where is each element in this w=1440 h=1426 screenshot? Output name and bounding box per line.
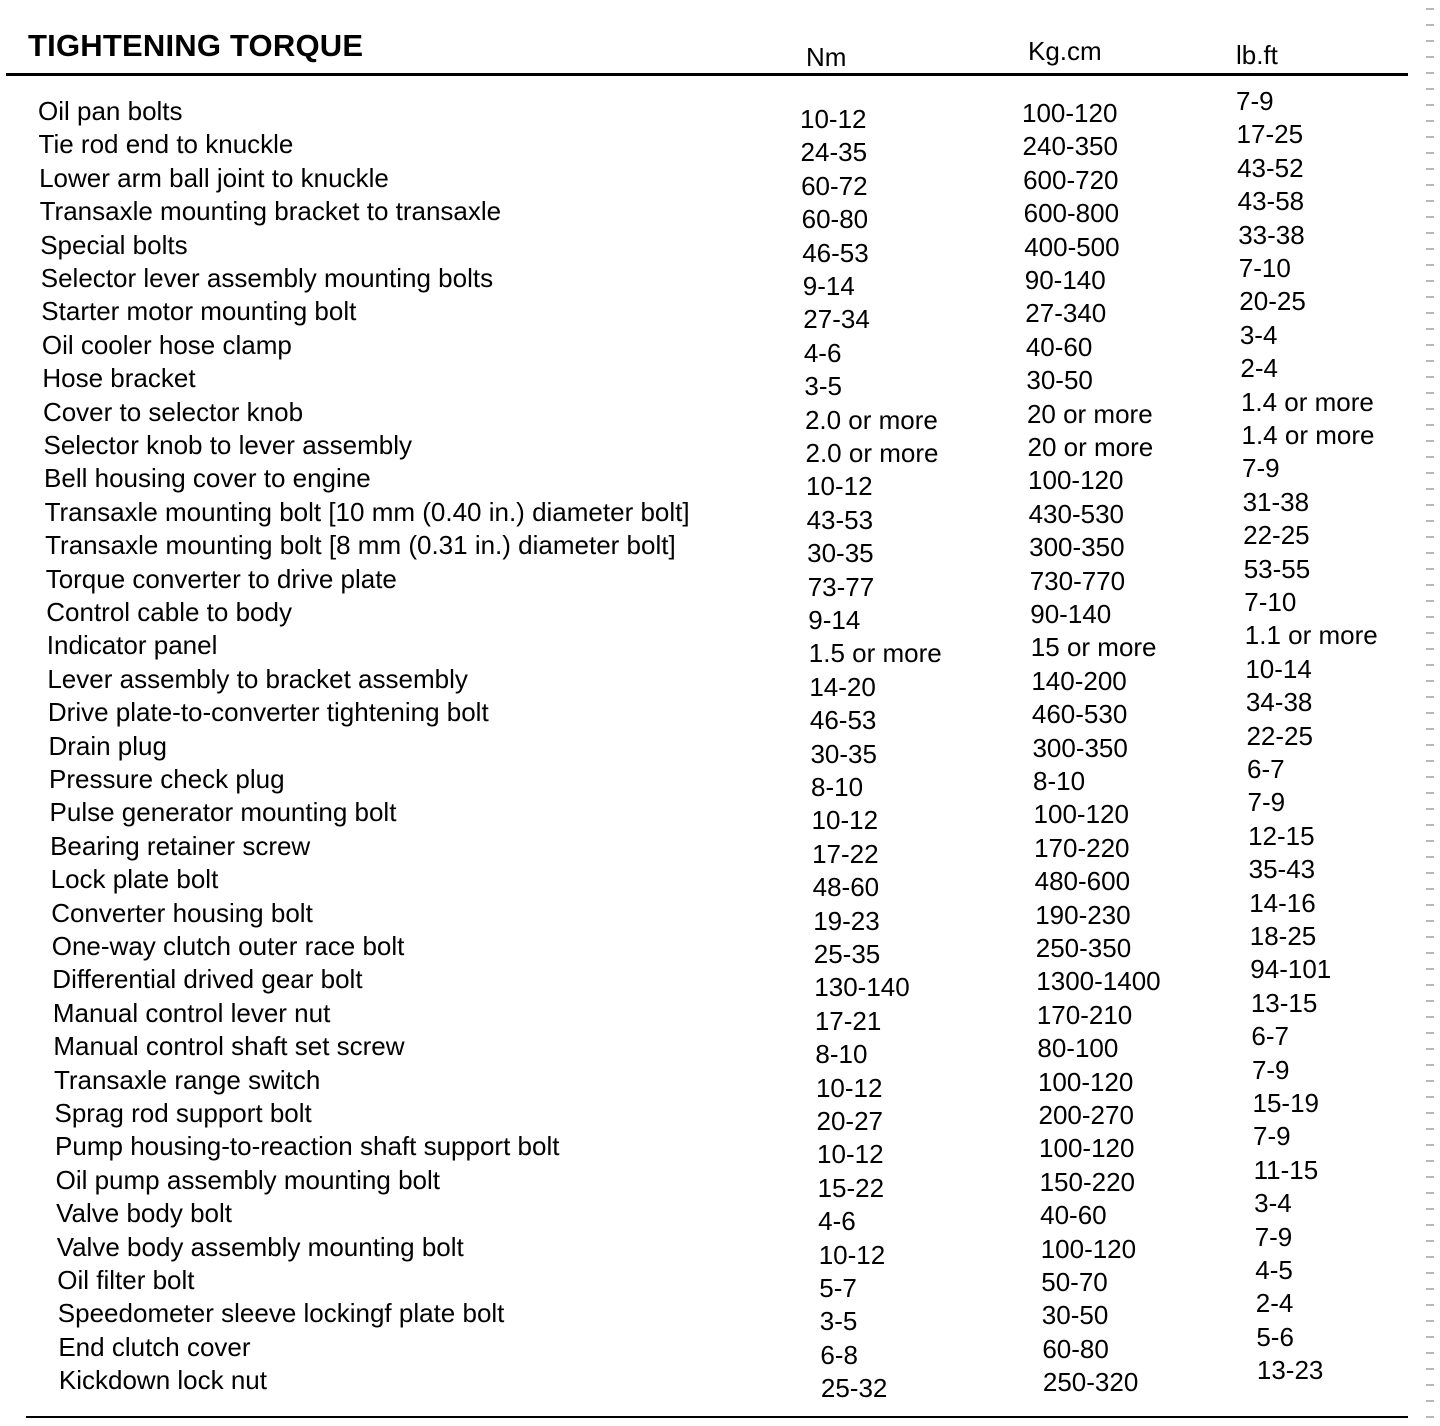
value-kgcm: 20 or more	[1026, 398, 1153, 429]
value-nm: 10-12	[806, 471, 873, 502]
value-lbft: 2-4	[1240, 353, 1278, 384]
value-nm: 46-53	[809, 705, 877, 736]
item-name: Drive plate-to-converter tightening bolt	[47, 697, 489, 728]
value-lbft: 18-25	[1249, 921, 1317, 951]
value-kgcm: 250-350	[1035, 933, 1132, 963]
value-kgcm: 400-500	[1024, 231, 1120, 262]
value-kgcm: 20 or more	[1027, 432, 1154, 462]
value-lbft: 94-101	[1250, 954, 1332, 985]
item-name: Pulse generator mounting bolt	[49, 797, 397, 828]
value-lbft: 11-15	[1253, 1154, 1319, 1185]
value-lbft: 7-9	[1236, 86, 1274, 116]
value-nm: 3-5	[819, 1306, 858, 1337]
value-kgcm: 15 or more	[1030, 632, 1157, 663]
item-name: Kickdown lock nut	[58, 1365, 267, 1396]
item-name: Hose bracket	[42, 363, 196, 394]
value-kgcm: 90-140	[1024, 265, 1106, 295]
value-nm: 20-27	[816, 1106, 883, 1136]
value-nm: 46-53	[802, 237, 869, 268]
value-lbft: 20-25	[1239, 286, 1306, 317]
item-name: Converter housing bolt	[51, 897, 313, 928]
value-nm: 8-10	[811, 772, 864, 802]
item-name: Transaxle mounting bracket to transaxle	[39, 196, 502, 227]
value-kgcm: 40-60	[1040, 1200, 1107, 1231]
item-name: Differential drived gear bolt	[52, 964, 363, 995]
value-kgcm: 240-350	[1022, 131, 1118, 162]
value-kgcm: 27-340	[1025, 298, 1107, 329]
value-nm: 10-12	[818, 1239, 886, 1270]
column-header-nm: Nm	[806, 42, 847, 72]
value-kgcm: 50-70	[1041, 1267, 1108, 1297]
page-title: TIGHTENING TORQUE	[28, 28, 364, 63]
value-kgcm: 40-60	[1025, 331, 1093, 362]
value-kgcm: 170-220	[1034, 832, 1130, 863]
value-nm: 30-35	[807, 538, 874, 569]
value-lbft: 13-15	[1250, 987, 1318, 1018]
item-name: Cover to selector knob	[42, 396, 304, 427]
value-lbft: 14-16	[1249, 887, 1316, 918]
value-nm: 25-32	[820, 1373, 888, 1404]
item-name: Bearing retainer screw	[50, 830, 311, 861]
value-kgcm: 30-50	[1026, 365, 1093, 396]
value-lbft: 43-58	[1237, 186, 1305, 217]
value-lbft: 7-9	[1242, 453, 1280, 484]
value-nm: 8-10	[815, 1039, 868, 1070]
item-name: Indicator panel	[46, 630, 218, 661]
item-name: Oil cooler hose clamp	[41, 329, 292, 360]
value-nm: 130-140	[814, 972, 910, 1003]
value-kgcm: 300-350	[1029, 532, 1125, 563]
scan-margin-marks	[1426, 8, 1434, 1418]
item-name: Pressure check plug	[49, 764, 285, 794]
value-lbft: 1.4 or more	[1241, 420, 1375, 450]
value-lbft: 34-38	[1245, 687, 1313, 718]
value-nm: 30-35	[810, 738, 877, 769]
value-kgcm: 200-270	[1038, 1100, 1134, 1130]
value-lbft: 12-15	[1248, 820, 1315, 851]
value-nm: 6-8	[820, 1339, 858, 1370]
value-nm: 10-12	[815, 1072, 883, 1103]
table-row	[3, 253, 1413, 301]
item-name: Valve body bolt	[56, 1198, 232, 1229]
value-lbft: 7-9	[1247, 787, 1286, 818]
item-name: Sprag rod support bolt	[54, 1098, 312, 1128]
item-name: Selector knob to lever assembly	[43, 430, 413, 460]
value-nm: 5-7	[819, 1273, 857, 1303]
value-lbft: 7-10	[1238, 253, 1291, 283]
value-lbft: 7-9	[1254, 1221, 1293, 1252]
value-nm: 9-14	[802, 271, 855, 301]
value-lbft: 7-10	[1244, 587, 1297, 617]
value-nm: 4-6	[818, 1206, 856, 1237]
value-lbft: 31-38	[1242, 486, 1310, 517]
value-lbft: 7-9	[1251, 1054, 1290, 1085]
value-lbft: 3-4	[1254, 1188, 1292, 1219]
table-row	[6, 420, 1416, 468]
value-nm: 48-60	[812, 872, 880, 903]
item-name: Speedometer sleeve lockingf plate bolt	[57, 1298, 505, 1329]
value-lbft: 22-25	[1246, 720, 1313, 751]
item-name: One-way clutch outer race bolt	[51, 931, 405, 961]
value-kgcm: 170-210	[1036, 999, 1133, 1030]
value-lbft: 53-55	[1243, 553, 1311, 584]
value-kgcm: 480-600	[1034, 866, 1131, 897]
item-name: Manual control shaft set screw	[53, 1031, 405, 1062]
value-nm: 27-34	[803, 304, 870, 335]
item-name: Transaxle range switch	[53, 1064, 321, 1095]
value-nm: 24-35	[800, 137, 868, 168]
value-nm: 25-35	[813, 939, 881, 969]
item-name: Oil pan bolts	[38, 96, 183, 126]
item-name: Control cable to body	[46, 597, 292, 627]
value-kgcm: 100-120	[1040, 1233, 1137, 1264]
item-name: Special bolts	[40, 229, 188, 260]
value-kgcm: 90-140	[1030, 599, 1112, 629]
item-name: Pump housing-to-reaction shaft support bolt	[55, 1131, 560, 1162]
value-lbft: 22-25	[1243, 520, 1310, 551]
value-nm: 1.5 or more	[808, 638, 942, 669]
item-name: Tie rod end to knuckle	[38, 129, 294, 160]
value-kgcm: 190-230	[1035, 899, 1131, 930]
value-kgcm: 730-770	[1029, 565, 1126, 596]
value-nm: 2.0 or more	[805, 438, 939, 468]
value-lbft: 4-5	[1255, 1255, 1293, 1285]
value-kgcm: 600-800	[1023, 198, 1120, 229]
item-name: Valve body assembly mounting bolt	[56, 1231, 464, 1262]
item-name: Oil pump assembly mounting bolt	[55, 1164, 440, 1195]
value-nm: 17-21	[814, 1005, 882, 1036]
value-nm: 10-12	[817, 1139, 884, 1170]
value-lbft: 1.1 or more	[1244, 620, 1378, 651]
column-header-lbft: lb.ft	[1236, 40, 1278, 70]
value-lbft: 6-7	[1247, 754, 1285, 784]
item-name: Manual control lever nut	[52, 997, 331, 1028]
value-kgcm: 8-10	[1033, 766, 1086, 796]
value-nm: 19-23	[813, 905, 880, 936]
value-nm: 73-77	[807, 571, 875, 602]
item-name: Starter motor mounting bolt	[41, 296, 357, 327]
value-lbft: 10-14	[1245, 653, 1312, 684]
value-kgcm: 100-120	[1037, 1066, 1134, 1097]
value-kgcm: 1300-1400	[1036, 966, 1161, 997]
value-lbft: 15-19	[1252, 1088, 1319, 1118]
value-kgcm: 80-100	[1037, 1033, 1119, 1064]
column-header-kgcm: Kg.cm	[1028, 36, 1102, 66]
table-row	[8, 587, 1418, 635]
value-nm: 9-14	[808, 605, 861, 635]
value-kgcm: 600-720	[1023, 164, 1119, 195]
value-kgcm: 30-50	[1041, 1300, 1109, 1331]
table-row	[17, 1088, 1427, 1136]
item-name: Lever assembly to bracket assembly	[47, 663, 468, 694]
value-kgcm: 300-350	[1032, 732, 1128, 763]
value-lbft: 13-23	[1256, 1355, 1324, 1386]
item-name: Lock plate bolt	[50, 864, 219, 895]
value-lbft: 3-4	[1239, 319, 1278, 350]
value-lbft: 5-6	[1256, 1321, 1294, 1352]
value-kgcm: 430-530	[1028, 498, 1125, 529]
value-kgcm: 150-220	[1039, 1166, 1136, 1197]
value-nm: 10-12	[811, 805, 879, 836]
value-kgcm: 100-120	[1022, 98, 1118, 128]
item-name: Transaxle mounting bolt [8 mm (0.31 in.) diameter bolt]	[45, 530, 676, 561]
item-name: End clutch cover	[58, 1331, 251, 1362]
item-name: Selector lever assembly mounting bolts	[40, 263, 494, 293]
value-lbft: 33-38	[1238, 219, 1305, 250]
value-kgcm: 460-530	[1031, 699, 1128, 730]
value-nm: 2.0 or more	[804, 404, 938, 435]
value-lbft: 17-25	[1236, 119, 1304, 150]
table-row	[19, 1255, 1429, 1303]
value-nm: 60-80	[801, 204, 869, 235]
value-nm: 14-20	[809, 671, 876, 702]
value-lbft: 2-4	[1255, 1288, 1294, 1319]
value-kgcm: 140-200	[1031, 665, 1127, 696]
value-nm: 10-12	[800, 104, 867, 134]
item-name: Torque converter to drive plate	[45, 563, 397, 594]
value-nm: 43-53	[806, 504, 874, 535]
value-nm: 15-22	[817, 1172, 885, 1203]
table-row	[11, 754, 1421, 802]
footer-divider	[26, 1416, 1408, 1418]
value-lbft: 43-52	[1237, 152, 1304, 183]
value-lbft: 6-7	[1251, 1021, 1289, 1052]
value-nm: 4-6	[803, 337, 842, 368]
value-lbft: 35-43	[1248, 854, 1316, 885]
item-name: Oil filter bolt	[57, 1265, 195, 1295]
table-row	[14, 921, 1424, 969]
table-row	[21, 1355, 1431, 1404]
value-kgcm: 100-120	[1028, 465, 1124, 496]
table-row	[0, 86, 1410, 134]
item-name: Transaxle mounting bolt [10 mm (0.40 in.) diameter bolt]	[44, 496, 690, 527]
item-name: Bell housing cover to engine	[44, 463, 371, 494]
value-nm: 60-72	[801, 170, 868, 201]
value-kgcm: 60-80	[1042, 1333, 1109, 1364]
item-name: Lower arm ball joint to knuckle	[39, 162, 389, 193]
value-lbft: 1.4 or more	[1240, 386, 1374, 417]
value-nm: 3-5	[804, 371, 842, 402]
item-name: Drain plug	[48, 730, 167, 761]
value-kgcm: 250-320	[1042, 1367, 1139, 1398]
value-lbft: 7-9	[1253, 1121, 1291, 1152]
value-nm: 17-22	[812, 838, 879, 869]
value-kgcm: 100-120	[1039, 1133, 1135, 1164]
value-kgcm: 100-120	[1033, 799, 1129, 830]
